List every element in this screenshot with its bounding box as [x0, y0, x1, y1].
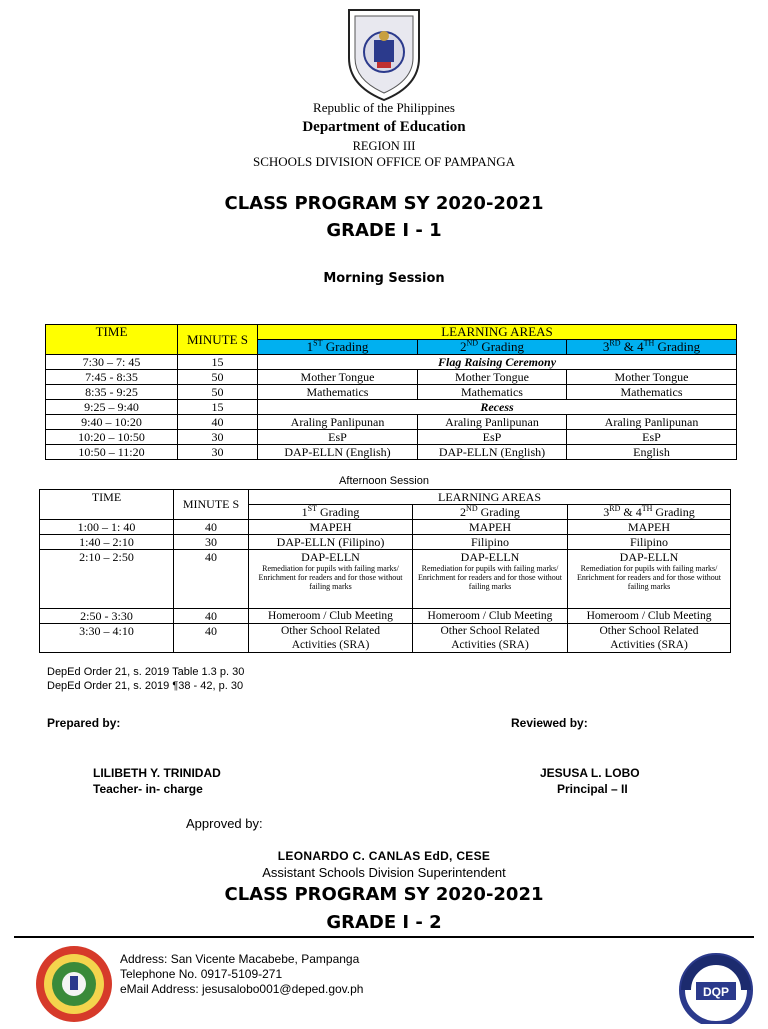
minutes-cell: 50	[178, 385, 258, 400]
reviewed-by-title: Principal – II	[557, 782, 628, 796]
minutes-cell: 15	[178, 355, 258, 370]
time-cell: 2:50 - 3:30	[40, 609, 174, 624]
prepared-by-title: Teacher- in- charge	[93, 782, 203, 796]
minutes-cell: 30	[174, 535, 249, 550]
flag-ceremony-cell: Flag Raising Ceremony	[258, 355, 737, 370]
footer-telephone: Telephone No. 0917-5109-271	[120, 967, 283, 981]
subject-cell: EsP	[258, 430, 418, 445]
subject-label: DAP-ELLN	[460, 550, 520, 564]
time-cell: 7:30 – 7: 45	[46, 355, 178, 370]
col-minutes-header: MINUTE S	[174, 490, 249, 520]
remediation-note: Remediation for pupils with failing marks/ Enrichment for readers and for those without failing marks	[418, 564, 562, 591]
remediation-note: Remediation for pupils with failing marks/ Enrichment for readers and for those without failing marks	[577, 564, 721, 591]
subject-cell: EsP	[418, 430, 567, 445]
recess-cell: Recess	[258, 400, 737, 415]
table-row	[46, 370, 737, 385]
table-row	[46, 385, 737, 400]
time-cell: 1:40 – 2:10	[40, 535, 174, 550]
table-row	[46, 355, 737, 370]
col-time-header: TIME	[46, 325, 178, 355]
subject-cell: English	[567, 445, 737, 460]
subject-cell: Homeroom / Club Meeting	[568, 609, 731, 624]
subject-cell: Other School Related Activities (SRA)	[568, 624, 731, 653]
col-learning-areas-header: LEARNING AREAS	[258, 325, 737, 340]
table-row	[40, 624, 731, 653]
grading-3-4-header: 3RD & 4TH Grading	[567, 340, 737, 355]
program-title: CLASS PROGRAM SY 2020-2021	[224, 193, 544, 214]
department-text: Department of Education	[302, 119, 466, 135]
afternoon-schedule-table	[39, 489, 731, 653]
minutes-cell: 40	[178, 415, 258, 430]
subject-cell: Homeroom / Club Meeting	[249, 609, 413, 624]
time-cell: 9:40 – 10:20	[46, 415, 178, 430]
subject-cell	[413, 550, 568, 609]
subject-cell: Other School Related Activities (SRA)	[249, 624, 413, 653]
svg-text:DQP: DQP	[702, 985, 730, 999]
program-title-2: CLASS PROGRAM SY 2020-2021	[224, 884, 544, 905]
table-row	[40, 550, 731, 609]
subject-cell: MAPEH	[568, 520, 731, 535]
subject-cell: Araling Panlipunan	[418, 415, 567, 430]
grading-2-header: 2ND Grading	[418, 340, 567, 355]
subject-cell: MAPEH	[413, 520, 568, 535]
prepared-by-label: Prepared by:	[47, 716, 121, 730]
approved-by-title: Assistant Schools Division Superintendent	[262, 865, 506, 880]
table-row	[40, 535, 731, 550]
table-row	[46, 430, 737, 445]
table-row	[40, 609, 731, 624]
footer-email: eMail Address: jesusalobo001@deped.gov.ph	[120, 982, 364, 996]
subject-label: DAP-ELLN	[301, 550, 360, 564]
subject-cell	[568, 550, 731, 609]
subject-cell: Mathematics	[258, 385, 418, 400]
subject-cell: MAPEH	[249, 520, 413, 535]
table-header-row	[40, 490, 731, 505]
time-cell: 7:45 - 8:35	[46, 370, 178, 385]
minutes-cell: 50	[178, 370, 258, 385]
col-learning-areas-header: LEARNING AREAS	[249, 490, 731, 505]
footer-divider	[14, 936, 754, 938]
republic-text: Republic of the Philippines	[313, 100, 455, 115]
col-minutes-header: MINUTE S	[178, 325, 258, 355]
minutes-cell: 40	[174, 609, 249, 624]
subject-cell: Filipino	[413, 535, 568, 550]
time-cell: 2:10 – 2:50	[40, 550, 174, 609]
reviewed-by-name: JESUSA L. LOBO	[540, 766, 640, 780]
minutes-cell: 40	[174, 520, 249, 535]
reviewed-by-label: Reviewed by:	[511, 716, 588, 730]
subject-cell: Mother Tongue	[418, 370, 567, 385]
subject-cell: Araling Panlipunan	[567, 415, 737, 430]
prepared-by-name: LILIBETH Y. TRINIDAD	[93, 766, 221, 780]
subject-cell: DAP-ELLN (Filipino)	[249, 535, 413, 550]
morning-session-label: Morning Session	[323, 271, 445, 286]
grade-title-2: GRADE I - 2	[326, 912, 442, 933]
table-row	[46, 400, 737, 415]
subject-label: DAP-ELLN	[619, 550, 679, 564]
grading-2-header: 2ND Grading	[413, 505, 568, 520]
grading-1-header: 1ST Grading	[258, 340, 418, 355]
subject-cell: DAP-ELLN (English)	[418, 445, 567, 460]
subject-cell: Homeroom / Club Meeting	[413, 609, 568, 624]
subject-cell: EsP	[567, 430, 737, 445]
subject-cell: Mother Tongue	[567, 370, 737, 385]
remediation-note: Remediation for pupils with failing marks/ Enrichment for readers and for those without failing marks	[258, 564, 403, 591]
minutes-cell: 40	[174, 624, 249, 653]
minutes-cell: 15	[178, 400, 258, 415]
certified-management-logo	[672, 950, 760, 1024]
grading-1-header: 1ST Grading	[249, 505, 413, 520]
subject-cell: Mother Tongue	[258, 370, 418, 385]
time-cell: 9:25 – 9:40	[46, 400, 178, 415]
time-cell: 1:00 – 1: 40	[40, 520, 174, 535]
school-logo	[34, 944, 114, 1024]
col-time-header: TIME	[40, 490, 174, 520]
grade-title: GRADE I - 1	[326, 220, 442, 241]
subject-cell: Other School Related Activities (SRA)	[413, 624, 568, 653]
subject-cell: Filipino	[568, 535, 731, 550]
region-text: REGION III	[352, 139, 416, 153]
minutes-cell: 30	[178, 430, 258, 445]
morning-schedule-table	[45, 324, 737, 460]
table-row	[40, 520, 731, 535]
time-cell: 10:20 – 10:50	[46, 430, 178, 445]
table-header-row	[46, 325, 737, 340]
minutes-cell: 40	[174, 550, 249, 609]
subject-cell: Araling Panlipunan	[258, 415, 418, 430]
division-text: SCHOOLS DIVISION OFFICE OF PAMPANGA	[253, 154, 515, 169]
table-row	[46, 415, 737, 430]
time-cell: 10:50 – 11:20	[46, 445, 178, 460]
deped-order-note-2: DepEd Order 21, s. 2019 ¶38 - 42, p. 30	[47, 680, 244, 692]
time-cell: 8:35 - 9:25	[46, 385, 178, 400]
subject-cell: Mathematics	[567, 385, 737, 400]
footer-address: Address: San Vicente Macabebe, Pampanga	[120, 952, 360, 966]
minutes-cell: 30	[178, 445, 258, 460]
grading-3-4-header: 3RD & 4TH Grading	[568, 505, 731, 520]
afternoon-session-label: Afternoon Session	[339, 475, 429, 487]
table-row	[46, 445, 737, 460]
approved-by-label: Approved by:	[186, 816, 263, 831]
deped-seal-logo	[341, 6, 427, 102]
deped-order-note-1: DepEd Order 21, s. 2019 Table 1.3 p. 30	[47, 666, 245, 678]
subject-cell: Mathematics	[418, 385, 567, 400]
subject-cell	[249, 550, 413, 609]
time-cell: 3:30 – 4:10	[40, 624, 174, 653]
approved-by-name: LEONARDO C. CANLAS EdD, CESE	[277, 849, 491, 863]
subject-cell: DAP-ELLN (English)	[258, 445, 418, 460]
